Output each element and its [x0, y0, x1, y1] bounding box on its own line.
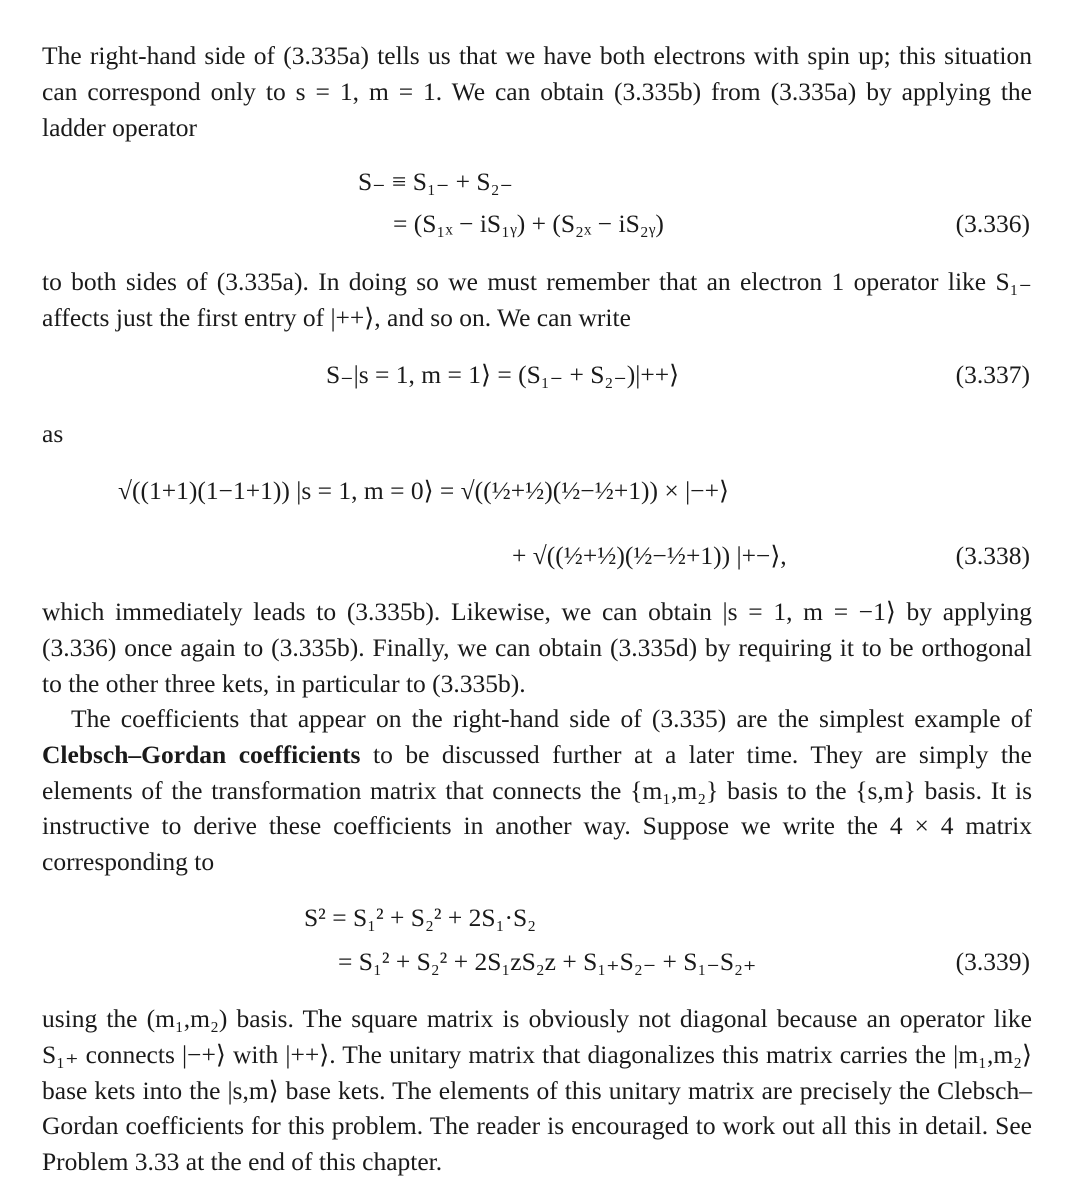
key-term-clebsch-gordan: Clebsch–Gordan coefficients — [42, 739, 361, 769]
paragraph-5: using the (m₁,m₂) basis. The square matrix is obviously not diagonal because an operator like S₁₊ connects |−+⟩ with |++⟩. The unitary matrix that diagonalizes this matrix carries the |m₁,m₂⟩ base kets into the |s,m⟩ base kets. The elements of this unitary matrix are precisely the Clebsch–Gordan coefficients for this problem. The reader is encouraged to work out all this in detail. See Problem 3.33 at the end of this chapter. — [42, 1004, 1032, 1177]
equation-3-336-line-1: S₋ ≡ S₁₋ + S₂₋ — [358, 167, 513, 196]
paragraph-3: which immediately leads to (3.335b). Likewise, we can obtain |s = 1, m = −1⟩ by applying (3.336) once again to (3.335b). Finally, we can obtain (3.335d) by requiring it to be orthogonal to the other three kets, in particular to (3.335b). — [42, 597, 1032, 698]
equation-3-339-line-1: S² = S₁² + S₂² + 2S₁·S₂ — [304, 903, 537, 932]
equation-3-339-line-2: = S₁² + S₂² + 2S₁zS₂z + S₁₊S₂₋ + S₁₋S₂₊ — [338, 947, 757, 976]
equation-number-3-338: (3.338) — [955, 541, 1030, 570]
equation-number-3-337: (3.337) — [955, 360, 1030, 389]
paragraph-4-text-start: The coefficients that appear on the right-hand side of (3.335) are the simplest example of — [71, 704, 1032, 733]
equation-3-336-line-2: = (S₁ₓ − iS₁ᵧ) + (S₂ₓ − iS₂ᵧ) — [393, 209, 664, 238]
paragraph-1: The right-hand side of (3.335a) tells us that we have both electrons with spin up; this situation can correspond only to s = 1, m = 1. We can obtain (3.335b) from (3.335a) by applying the ladder operator — [42, 41, 1032, 142]
connector-word-as: as — [42, 419, 64, 448]
equation-3-338-line-2: + √((½+½)(½−½+1)) |+−⟩, — [512, 541, 787, 570]
paragraph-4-text-end: to be discussed further at a later time. They are simply the elements of the transformation matrix that connects the {m₁,m₂} basis to the {s,m} basis. It is instructive to derive these coefficients in another way. Suppose we write the 4 × 4 matrix corresponding to — [42, 739, 1032, 877]
paragraph-4 — [42, 701, 1032, 880]
equation-3-338-line-1: √((1+1)(1−1+1)) |s = 1, m = 0⟩ = √((½+½)(½−½+1)) × |−+⟩ — [118, 476, 729, 505]
equation-3-337: S₋|s = 1, m = 1⟩ = (S₁₋ + S₂₋)|++⟩ — [326, 360, 680, 389]
equation-number-3-336: (3.336) — [955, 209, 1030, 238]
equation-number-3-339: (3.339) — [955, 947, 1030, 976]
paragraph-2: to both sides of (3.335a). In doing so we must remember that an electron 1 operator like S₁₋ affects just the first entry of |++⟩, and so on. We can write — [42, 267, 1032, 332]
